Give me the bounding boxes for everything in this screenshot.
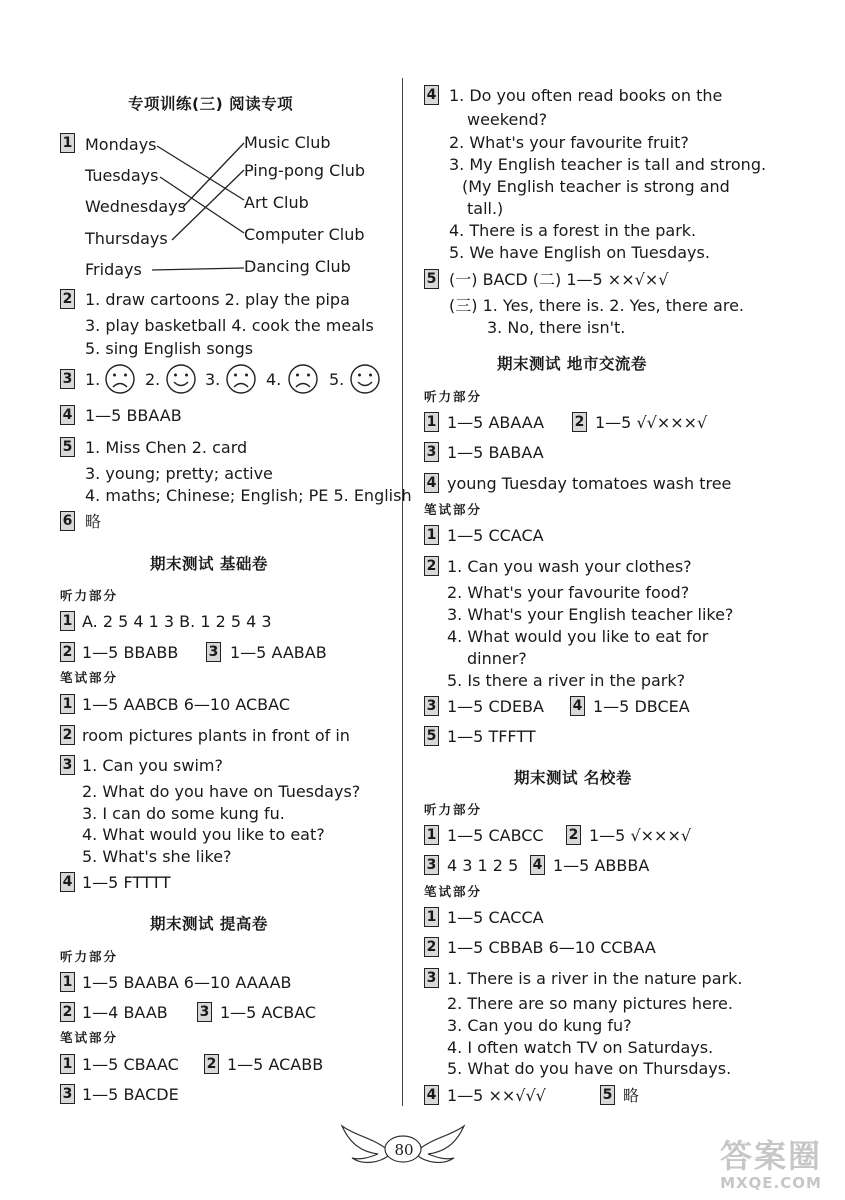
box-2: 2 bbox=[60, 642, 75, 662]
r4-line4: 3. My English teacher is tall and strong. bbox=[449, 155, 767, 174]
right-wing-icon bbox=[418, 1126, 464, 1162]
box-5: 5 bbox=[600, 1085, 615, 1105]
box-4: 4 bbox=[530, 855, 545, 875]
heading-famous: 期末测试 名校卷 bbox=[514, 769, 632, 787]
sub-listening: 听力部分 bbox=[60, 588, 119, 603]
fam-l3a: 4 3 1 2 5 bbox=[447, 856, 519, 875]
s6-answer: 略 bbox=[85, 512, 102, 531]
basic-w3-5: 5. What's she like? bbox=[82, 847, 232, 866]
basic-w3-3: 3. I can do some kung fu. bbox=[82, 804, 285, 823]
r4-line6: tall.) bbox=[467, 199, 504, 218]
sad-face-icon bbox=[106, 365, 134, 393]
sad-face-icon bbox=[289, 365, 317, 393]
club-art: Art Club bbox=[244, 193, 309, 212]
box-1: 1 bbox=[60, 133, 75, 153]
reg-w3b: 1—5 DBCEA bbox=[593, 697, 690, 716]
page-number: 80 bbox=[394, 1141, 414, 1159]
face-num-2: 2. bbox=[145, 370, 161, 389]
fam-l3b: 1—5 ABBBA bbox=[553, 856, 650, 875]
box-2: 2 bbox=[566, 825, 581, 845]
box-1: 1 bbox=[424, 907, 439, 927]
reg-l4: young Tuesday tomatoes wash tree bbox=[447, 474, 732, 493]
s2-line2: 3. play basketball 4. cook the meals bbox=[85, 316, 374, 335]
basic-l2a: 1—5 BBABB bbox=[82, 643, 179, 662]
day-thursdays: Thursdays bbox=[85, 229, 168, 248]
fam-w3-5: 5. What do you have on Thursdays. bbox=[447, 1059, 732, 1078]
r5-line2: (三) 1. Yes, there is. 2. Yes, there are. bbox=[449, 296, 745, 315]
box-1: 1 bbox=[60, 972, 75, 992]
reg-w2-4: 4. What would you like to eat for bbox=[447, 627, 709, 646]
box-6: 6 bbox=[60, 511, 75, 531]
day-fridays: Fridays bbox=[85, 260, 142, 279]
box-3: 3 bbox=[197, 1002, 212, 1022]
sub-writing: 笔试部分 bbox=[60, 1030, 119, 1045]
face-num-1: 1. bbox=[85, 370, 101, 389]
club-computer: Computer Club bbox=[244, 225, 365, 244]
r4-line1: 1. Do you often read books on the bbox=[449, 86, 723, 105]
s5-line1: 1. Miss Chen 2. card bbox=[85, 438, 248, 457]
fam-w3-1: 1. There is a river in the nature park. bbox=[447, 969, 743, 988]
basic-w3-1: 1. Can you swim? bbox=[82, 756, 223, 775]
box-3: 3 bbox=[60, 1084, 75, 1104]
club-dancing: Dancing Club bbox=[244, 257, 351, 276]
sub-writing: 笔试部分 bbox=[424, 884, 483, 899]
reg-w2-5: dinner? bbox=[467, 649, 527, 668]
box-1: 1 bbox=[424, 825, 439, 845]
faces bbox=[0, 0, 845, 400]
adv-l1: 1—5 BAABA 6—10 AAAAB bbox=[82, 973, 292, 992]
left-wing-icon bbox=[342, 1126, 388, 1162]
box-5: 5 bbox=[424, 726, 439, 746]
box-5: 5 bbox=[424, 269, 439, 289]
box-2: 2 bbox=[60, 1002, 75, 1022]
box-3: 3 bbox=[60, 369, 75, 389]
fam-l1b: 1—5 √×××√ bbox=[589, 826, 692, 845]
fam-w4b: 略 bbox=[623, 1086, 640, 1105]
reg-w1: 1—5 CCACA bbox=[447, 526, 544, 545]
watermark-logo: 答案圈 MXQE.COM bbox=[719, 1137, 822, 1192]
sub-writing: 笔试部分 bbox=[424, 502, 483, 517]
box-2: 2 bbox=[424, 937, 439, 957]
r4-line7: 4. There is a forest in the park. bbox=[449, 221, 697, 240]
day-mondays: Mondays bbox=[85, 135, 157, 154]
box-2: 2 bbox=[572, 412, 587, 432]
reg-w3a: 1—5 CDEBA bbox=[447, 697, 544, 716]
basic-l1: A. 2 5 4 1 3 B. 1 2 5 4 3 bbox=[82, 612, 272, 631]
fam-w3-2: 2. There are so many pictures here. bbox=[447, 994, 733, 1013]
adv-l2a: 1—4 BAAB bbox=[82, 1003, 168, 1022]
box-2: 2 bbox=[424, 556, 439, 576]
box-4: 4 bbox=[424, 473, 439, 493]
box-3: 3 bbox=[424, 855, 439, 875]
happy-face-icon bbox=[351, 365, 379, 393]
s2-line1: 1. draw cartoons 2. play the pipa bbox=[85, 290, 350, 309]
face-num-3: 3. bbox=[205, 370, 221, 389]
basic-w3-4: 4. What would you like to eat? bbox=[82, 825, 325, 844]
fam-w2: 1—5 CBBAB 6—10 CCBAA bbox=[447, 938, 656, 957]
face-num-5: 5. bbox=[329, 370, 345, 389]
face-num-4: 4. bbox=[266, 370, 282, 389]
happy-face-icon bbox=[167, 365, 195, 393]
sub-writing: 笔试部分 bbox=[60, 670, 119, 685]
box-5: 5 bbox=[60, 437, 75, 457]
club-music: Music Club bbox=[244, 133, 331, 152]
box-1: 1 bbox=[424, 412, 439, 432]
day-tuesdays: Tuesdays bbox=[85, 166, 159, 185]
basic-w2: room pictures plants in front of in bbox=[82, 726, 350, 745]
box-3: 3 bbox=[60, 755, 75, 775]
fam-w1: 1—5 CACCA bbox=[447, 908, 544, 927]
box-2: 2 bbox=[60, 725, 75, 745]
basic-w3-2: 2. What do you have on Tuesdays? bbox=[82, 782, 361, 801]
adv-l2b: 1—5 ACBAC bbox=[220, 1003, 317, 1022]
reg-w2-2: 2. What's your favourite food? bbox=[447, 583, 690, 602]
reg-l1a: 1—5 ABAAA bbox=[447, 413, 545, 432]
heading-advanced: 期末测试 提高卷 bbox=[150, 915, 268, 933]
adv-w3: 1—5 BACDE bbox=[82, 1085, 179, 1104]
box-4: 4 bbox=[60, 872, 75, 892]
fam-w3-4: 4. I often watch TV on Saturdays. bbox=[447, 1038, 714, 1057]
box-1: 1 bbox=[60, 611, 75, 631]
basic-w1: 1—5 AABCB 6—10 ACBAC bbox=[82, 695, 290, 714]
box-4: 4 bbox=[570, 696, 585, 716]
reg-w5: 1—5 TFFTT bbox=[447, 727, 536, 746]
box-3: 3 bbox=[424, 968, 439, 988]
r4-line3: 2. What's your favourite fruit? bbox=[449, 133, 689, 152]
reg-w2-6: 5. Is there a river in the park? bbox=[447, 671, 686, 690]
fam-w4a: 1—5 ××√√√ bbox=[447, 1086, 546, 1105]
box-3: 3 bbox=[424, 696, 439, 716]
fam-l1a: 1—5 CABCC bbox=[447, 826, 544, 845]
reg-l3: 1—5 BABAA bbox=[447, 443, 544, 462]
day-wednesdays: Wednesdays bbox=[85, 197, 186, 216]
adv-w1a: 1—5 CBAAC bbox=[82, 1055, 179, 1074]
box-4: 4 bbox=[60, 405, 75, 425]
sub-listening: 听力部分 bbox=[60, 949, 119, 964]
box-3: 3 bbox=[206, 642, 221, 662]
s5-line2: 3. young; pretty; active bbox=[85, 464, 273, 483]
r4-line8: 5. We have English on Tuesdays. bbox=[449, 243, 710, 262]
sad-face-icon bbox=[227, 365, 255, 393]
box-1: 1 bbox=[60, 694, 75, 714]
heading-basic: 期末测试 基础卷 bbox=[150, 555, 268, 573]
box-3: 3 bbox=[424, 442, 439, 462]
r5-line1: (一) BACD (二) 1—5 ××√×√ bbox=[449, 270, 669, 289]
s2-line3: 5. sing English songs bbox=[85, 339, 254, 358]
reg-w2-3: 3. What's your English teacher like? bbox=[447, 605, 734, 624]
heading-reading: 专项训练(三) 阅读专项 bbox=[128, 95, 294, 113]
basic-w4: 1—5 FTTTT bbox=[82, 873, 171, 892]
fam-w3-3: 3. Can you do kung fu? bbox=[447, 1016, 632, 1035]
reg-w2-1: 1. Can you wash your clothes? bbox=[447, 557, 692, 576]
s5-line3: 4. maths; Chinese; English; PE 5. English bbox=[85, 486, 412, 505]
r5-line3: 3. No, there isn't. bbox=[487, 318, 626, 337]
box-1: 1 bbox=[424, 525, 439, 545]
heading-regional: 期末测试 地市交流卷 bbox=[497, 355, 647, 373]
box-1: 1 bbox=[60, 1054, 75, 1074]
r4-line5: (My English teacher is strong and bbox=[462, 177, 730, 196]
s4-answers: 1—5 BBAAB bbox=[85, 406, 182, 425]
sub-listening: 听力部分 bbox=[424, 802, 483, 817]
box-4: 4 bbox=[424, 1085, 439, 1105]
r4-line2: weekend? bbox=[467, 110, 548, 129]
box-2: 2 bbox=[204, 1054, 219, 1074]
reg-l1b: 1—5 √√×××√ bbox=[595, 413, 708, 432]
basic-l2b: 1—5 AABAB bbox=[230, 643, 327, 662]
adv-w1b: 1—5 ACABB bbox=[227, 1055, 324, 1074]
club-ping-pong: Ping-pong Club bbox=[244, 161, 366, 180]
box-4: 4 bbox=[424, 85, 439, 105]
box-2: 2 bbox=[60, 289, 75, 309]
sub-listening: 听力部分 bbox=[424, 389, 483, 404]
